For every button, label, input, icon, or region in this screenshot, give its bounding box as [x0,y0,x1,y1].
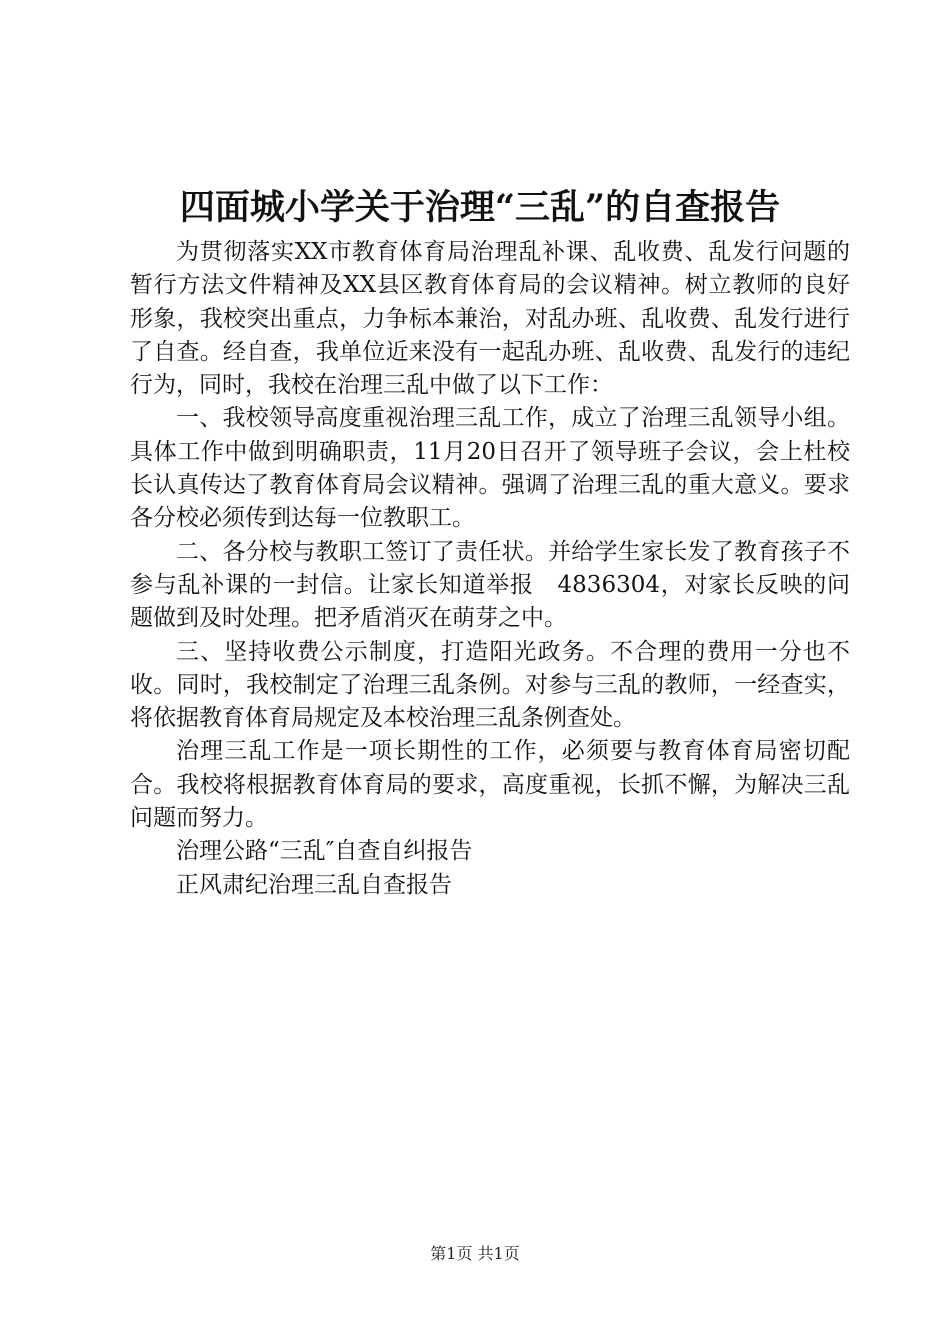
paragraph-item-2: 二、各分校与教职工签订了责任状。并给学生家长发了教育孩子不参与乱补课的一封信。让家长知道举报 4836304，对家长反映的问题做到及时处理。把矛盾消灭在萌芽之中。 [130,538,850,632]
related-title-2: 正风肃纪治理三乱自查报告 [176,871,452,898]
paragraph-intro: 为贯彻落实XX市教育体育局治理乱补课、乱收费、乱发行问题的暂行方法文件精神及XX县区教育体育局的会议精神。树立教师的良好形象，我校突出重点，力争标本兼治，对乱办班、乱收费、乱发行进行了自查。经自查，我单位近来没有一起乱办班、乱收费、乱发行的违纪行为，同时，我校在治理三乱中做了以下工作： [130,239,850,399]
paragraph-item-1: 一、我校领导高度重视治理三乱工作，成立了治理三乱领导小组。具体工作中做到明确职责，11月20日召开了领导班子会议，会上杜校长认真传达了教育体育局会议精神。强调了治理三乱的重大意义。要求各分校必须传到达每一位教职工。 [130,405,850,532]
paragraph-conclusion: 治理三乱工作是一项长期性的工作，必须要与教育体育局密切配合。我校将根据教育体育局的要求，高度重视，长抓不懈，为解决三乱问题而努力。 [130,738,850,832]
related-title-1: 治理公路“三乱″自查自纠报告 [176,838,473,865]
document-title: 四面城小学关于治理“三乱”的自查报告 [179,187,781,228]
paragraph-item-3: 三、坚持收费公示制度，打造阳光政务。不合理的费用一分也不收。同时，我校制定了治理三乱条例。对参与三乱的教师，一经查实，将依据教育体育局规定及本校治理三乱条例查处。 [130,638,850,732]
document-body [130,236,850,902]
page-number: 第1页 共1页 [430,1244,520,1263]
